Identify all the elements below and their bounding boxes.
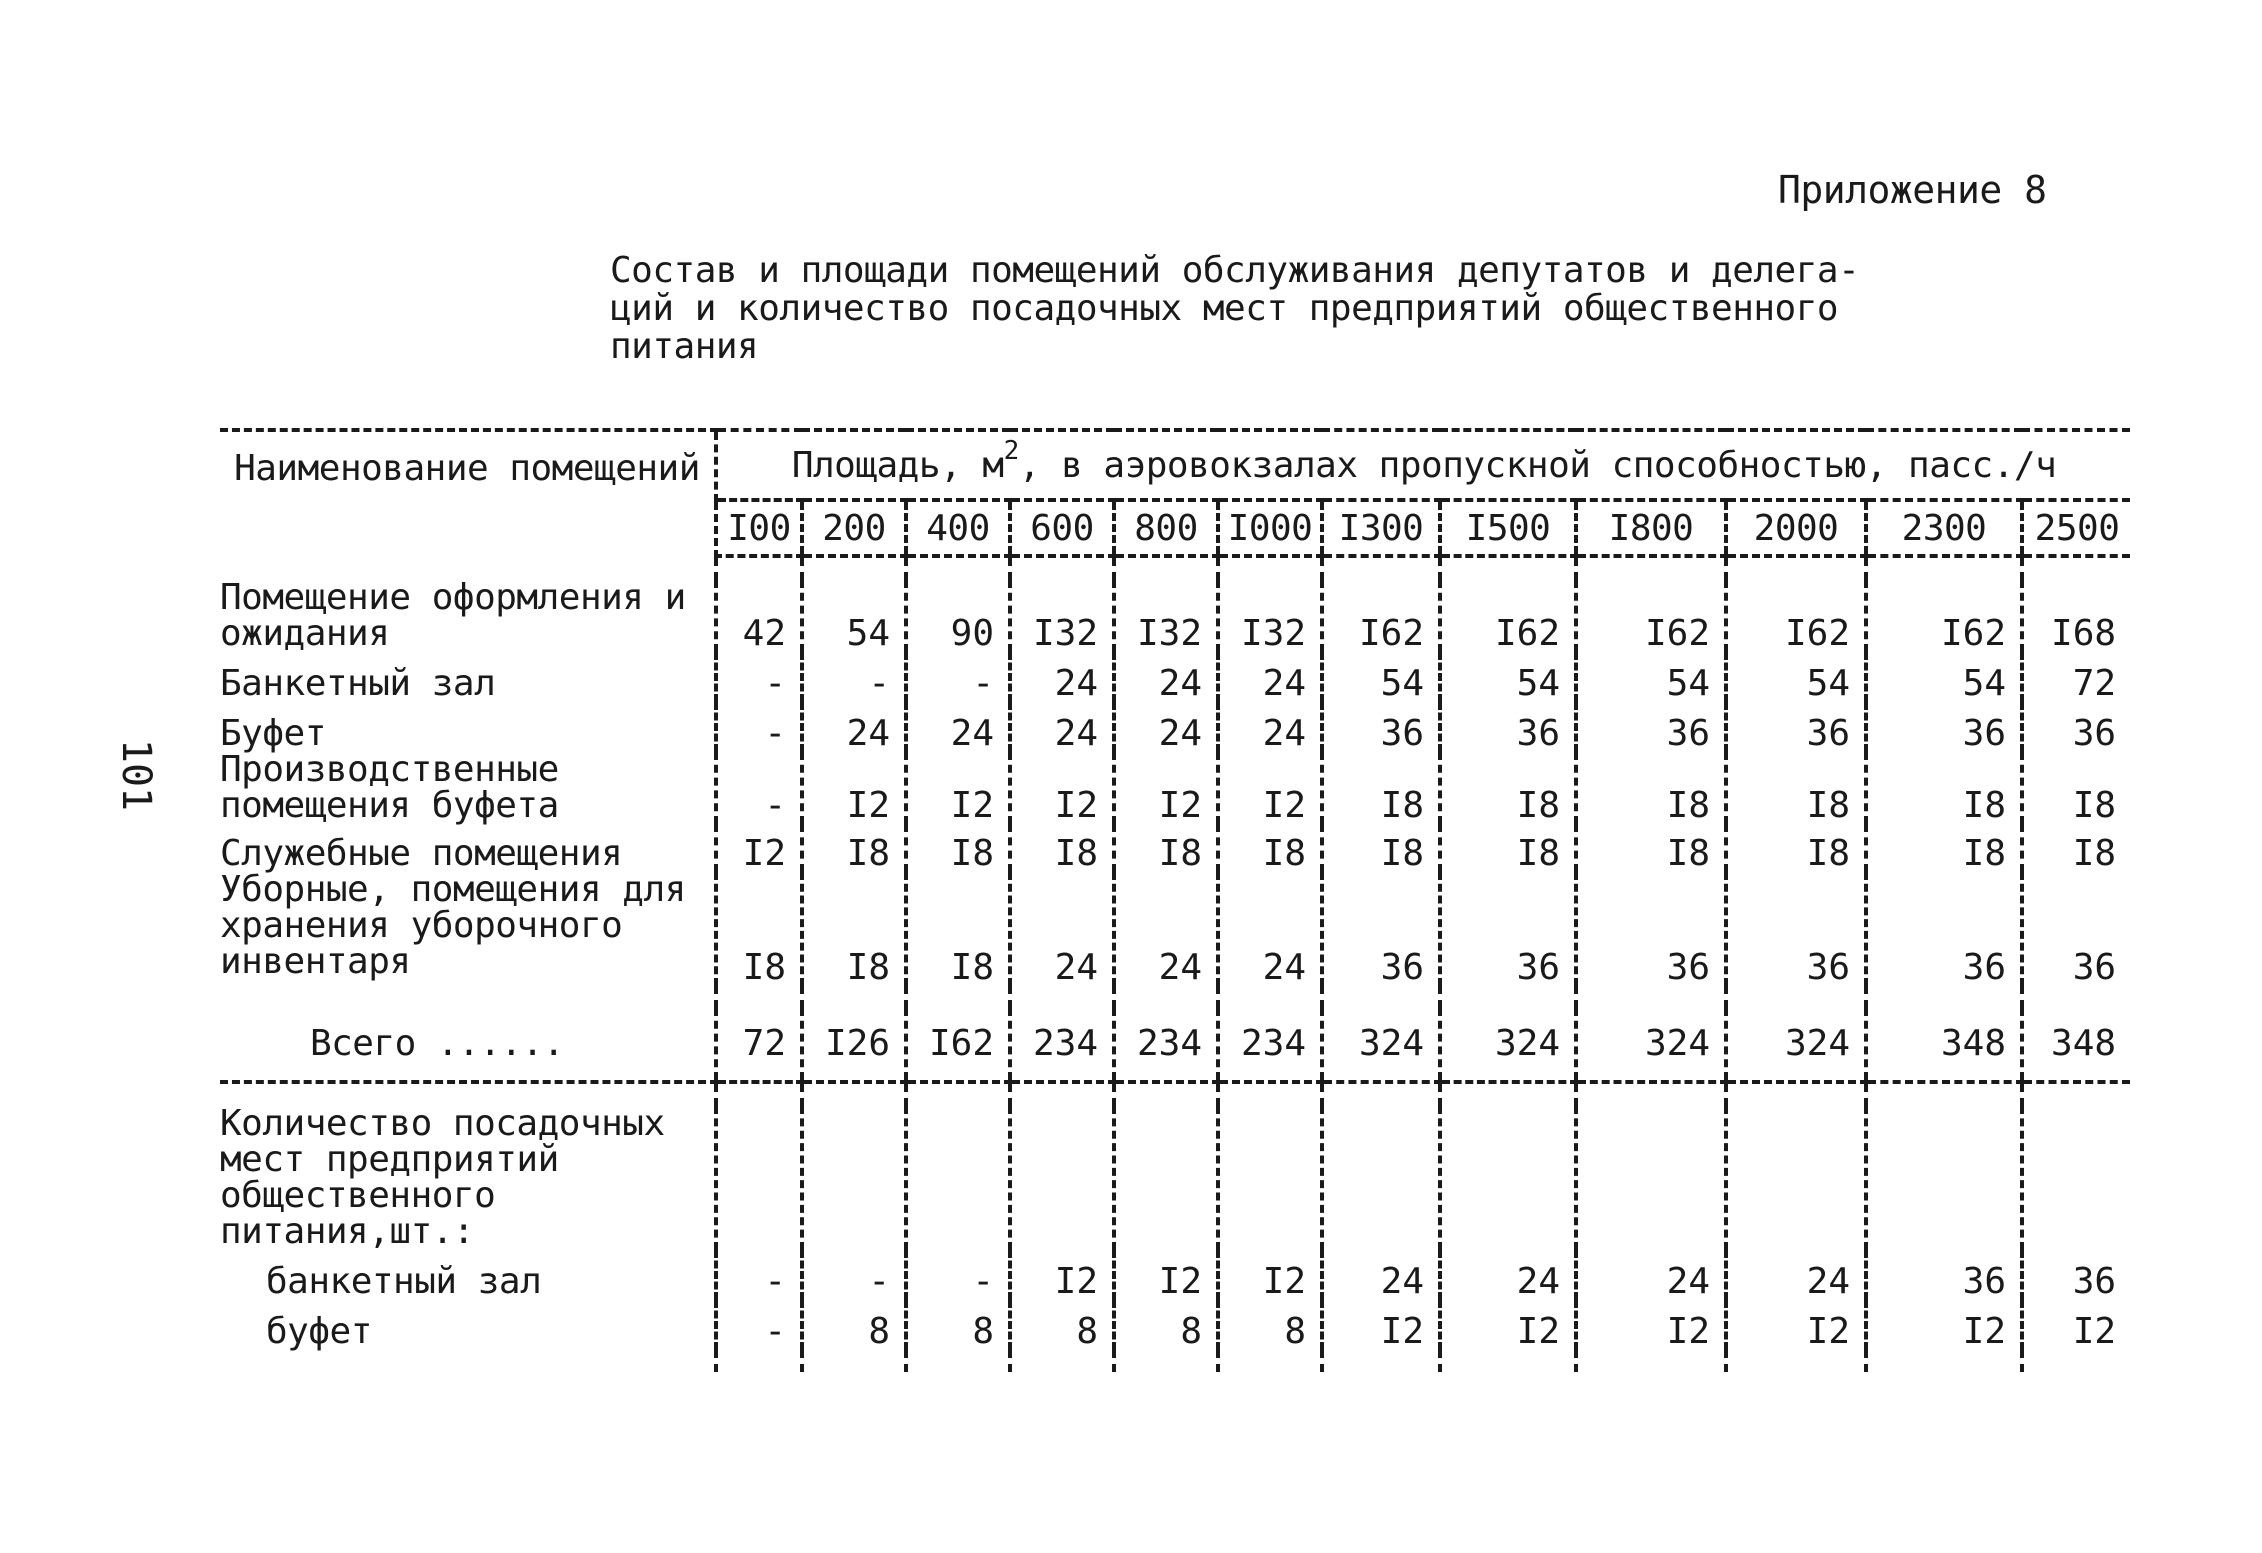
table-cell: 36 <box>1322 702 1440 752</box>
table-cell <box>1010 1106 1114 1250</box>
table-cell <box>906 1082 1010 1106</box>
table-cell: I8 <box>1576 752 1726 824</box>
table-cell: - <box>716 1250 802 1300</box>
table-cell <box>802 1106 906 1250</box>
table-cell: I68 <box>2022 580 2130 652</box>
table-cell: I8 <box>802 872 906 986</box>
table-cell: 36 <box>1440 702 1576 752</box>
table-cell: I2 <box>1218 1250 1322 1300</box>
table-cell: 24 <box>1576 1250 1726 1300</box>
row-label: Количество посадочных мест предприятий общественного питания,шт.: <box>220 1103 665 1252</box>
table-cell <box>716 986 802 1008</box>
table-cell <box>1440 1082 1576 1106</box>
table-cell: I8 <box>1866 752 2022 824</box>
table-cell: I8 <box>716 872 802 986</box>
table-cell <box>1726 1082 1866 1106</box>
table-cell: - <box>906 652 1010 702</box>
table-cell: 36 <box>1322 872 1440 986</box>
table-cell <box>1010 556 1114 580</box>
table-cell <box>1440 556 1576 580</box>
table-cell: I8 <box>1866 824 2022 872</box>
table-cell: I8 <box>1322 824 1440 872</box>
table-cell: - <box>906 1250 1010 1300</box>
table-cell: I8 <box>1218 824 1322 872</box>
table-cell: 24 <box>906 702 1010 752</box>
table-cell: 234 <box>1114 1008 1218 1082</box>
table-cell: I2 <box>2022 1300 2130 1350</box>
row-label: Помещение оформления и ожидания <box>220 577 686 654</box>
page-number: 101 <box>113 738 159 812</box>
table-cell: - <box>802 652 906 702</box>
capacity-header: 600 <box>1010 500 1114 556</box>
table-cell: 42 <box>716 580 802 652</box>
capacity-header: 200 <box>802 500 906 556</box>
table-cell: I62 <box>1866 580 2022 652</box>
table-cell <box>716 1350 802 1372</box>
table-cell: 36 <box>1576 702 1726 752</box>
table-cell: 348 <box>2022 1008 2130 1082</box>
table-row <box>220 824 2130 872</box>
table-cell <box>906 556 1010 580</box>
total-row <box>220 1008 2130 1082</box>
table-cell <box>802 556 906 580</box>
table-cell: 24 <box>1218 652 1322 702</box>
table-cell: 234 <box>1010 1008 1114 1082</box>
table-cell <box>1218 1082 1322 1106</box>
table-cell: 54 <box>1866 652 2022 702</box>
table-cell: I2 <box>1010 752 1114 824</box>
table-cell: I62 <box>1440 580 1576 652</box>
table-cell: - <box>716 1300 802 1350</box>
table-cell <box>2022 1082 2130 1106</box>
table-cell <box>1218 556 1322 580</box>
table-cell <box>2022 1106 2130 1250</box>
spacer-row <box>220 1350 2130 1372</box>
table-cell: I8 <box>1322 752 1440 824</box>
table-cell: 324 <box>1576 1008 1726 1082</box>
table-cell <box>1576 556 1726 580</box>
table-cell: I62 <box>1726 580 1866 652</box>
table-cell: 324 <box>1726 1008 1866 1082</box>
table-cell: I2 <box>1726 1300 1866 1350</box>
table-cell: 36 <box>1726 702 1866 752</box>
table-cell: I2 <box>1218 752 1322 824</box>
area-header: Площадь, $м^2$, в аэровокзалах пропускной способностью, пасс./ч <box>716 430 2130 500</box>
table-cell: I2 <box>1440 1300 1576 1350</box>
table-cell <box>2022 556 2130 580</box>
table-cell: I8 <box>1726 752 1866 824</box>
table-row <box>220 580 2130 652</box>
table-cell: I8 <box>802 824 906 872</box>
table-cell: 36 <box>1866 1250 2022 1300</box>
appendix-label: Приложение 8 <box>1778 168 2047 212</box>
table-cell: I2 <box>1114 1250 1218 1300</box>
table-cell: I8 <box>1726 824 1866 872</box>
table-row <box>220 702 2130 752</box>
table-cell: 36 <box>2022 702 2130 752</box>
table-cell: I2 <box>716 824 802 872</box>
table-cell: 24 <box>1218 872 1322 986</box>
table-cell <box>1322 556 1440 580</box>
table-row <box>220 652 2130 702</box>
table-cell: I8 <box>1114 824 1218 872</box>
table-cell: 8 <box>1010 1300 1114 1350</box>
table-cell: 36 <box>2022 1250 2130 1300</box>
table-cell <box>906 1106 1010 1250</box>
table-cell: I32 <box>1218 580 1322 652</box>
table-cell <box>1322 1350 1440 1372</box>
table-cell <box>1114 986 1218 1008</box>
title-line: питания <box>610 326 759 367</box>
table-cell <box>1322 1106 1440 1250</box>
row-label: Уборные, помещения для хранения уборочного инвентаря <box>220 869 686 982</box>
table-cell: I2 <box>1866 1300 2022 1350</box>
table-cell: 24 <box>1726 1250 1866 1300</box>
table-cell <box>802 986 906 1008</box>
table-cell: I2 <box>1576 1300 1726 1350</box>
table-cell: 24 <box>1010 702 1114 752</box>
table-cell: 24 <box>1218 702 1322 752</box>
row-label: Банкетный зал <box>220 663 496 704</box>
table-cell: 24 <box>1010 872 1114 986</box>
table-cell: I8 <box>2022 824 2130 872</box>
capacity-header: 400 <box>906 500 1010 556</box>
table-cell <box>1440 986 1576 1008</box>
table-cell <box>1114 1350 1218 1372</box>
table-cell: 36 <box>1866 872 2022 986</box>
title-line: Состав и площади помещений обслуживания депутатов и делега- <box>610 250 1860 291</box>
capacity-header: I800 <box>1576 500 1726 556</box>
table-cell <box>802 1350 906 1372</box>
table-cell: I2 <box>1322 1300 1440 1350</box>
table-cell: 8 <box>1114 1300 1218 1350</box>
table-cell: 8 <box>1218 1300 1322 1350</box>
table-cell: I8 <box>1440 752 1576 824</box>
table-cell <box>1576 986 1726 1008</box>
table-cell: I8 <box>906 824 1010 872</box>
table-cell: 54 <box>1726 652 1866 702</box>
table-cell <box>1322 1082 1440 1106</box>
table-cell <box>906 986 1010 1008</box>
table-cell: I8 <box>1576 824 1726 872</box>
table-cell <box>1866 1106 2022 1250</box>
capacity-header: 2300 <box>1866 500 2022 556</box>
row-label: буфет <box>266 1311 372 1352</box>
row-label <box>220 986 716 1008</box>
table-cell: 36 <box>1726 872 1866 986</box>
table-cell: I8 <box>1440 824 1576 872</box>
table-cell: I62 <box>906 1008 1010 1082</box>
table-cell: 324 <box>1440 1008 1576 1082</box>
table-cell: I62 <box>1322 580 1440 652</box>
table-cell <box>1218 986 1322 1008</box>
table-cell <box>1440 1350 1576 1372</box>
table-cell: 36 <box>1576 872 1726 986</box>
capacity-header: I000 <box>1218 500 1322 556</box>
spacer-row <box>220 986 2130 1008</box>
table-cell: I8 <box>906 872 1010 986</box>
row-label: банкетный зал <box>266 1261 542 1302</box>
table-cell: I62 <box>1576 580 1726 652</box>
capacity-header: 800 <box>1114 500 1218 556</box>
capacity-header: I500 <box>1440 500 1576 556</box>
table-cell: 234 <box>1218 1008 1322 1082</box>
table-cell: 24 <box>1114 652 1218 702</box>
table-cell: 54 <box>1440 652 1576 702</box>
table-cell: 36 <box>2022 872 2130 986</box>
table-cell: 8 <box>906 1300 1010 1350</box>
table-row <box>220 752 2130 824</box>
rooms-table <box>220 428 2130 1372</box>
table-cell: I26 <box>802 1008 906 1082</box>
table-cell <box>716 1106 802 1250</box>
table-cell <box>1114 556 1218 580</box>
table-cell <box>716 556 802 580</box>
table-cell: - <box>716 702 802 752</box>
table-cell <box>1866 556 2022 580</box>
capacity-header: I00 <box>716 500 802 556</box>
table-cell <box>1010 986 1114 1008</box>
table-cell <box>1726 1106 1866 1250</box>
seats-header-row <box>220 1106 2130 1250</box>
table-cell <box>1114 1106 1218 1250</box>
table-cell: - <box>802 1250 906 1300</box>
table-cell <box>1440 1106 1576 1250</box>
table-cell: I2 <box>802 752 906 824</box>
table-cell: I2 <box>906 752 1010 824</box>
table-cell <box>1576 1106 1726 1250</box>
table-row <box>220 1250 2130 1300</box>
table-cell <box>1576 1350 1726 1372</box>
table-cell: 36 <box>1866 702 2022 752</box>
table-cell <box>1114 1082 1218 1106</box>
table-cell <box>1726 556 1866 580</box>
table-cell: I8 <box>1010 824 1114 872</box>
table-cell: 24 <box>1114 872 1218 986</box>
row-label: Всего ...... <box>220 1008 716 1082</box>
capacity-header: 2000 <box>1726 500 1866 556</box>
table-cell: 90 <box>906 580 1010 652</box>
table-cell: I2 <box>1114 752 1218 824</box>
capacity-header: 2500 <box>2022 500 2130 556</box>
table-cell <box>716 1082 802 1106</box>
table-cell: 324 <box>1322 1008 1440 1082</box>
table-cell: 54 <box>1576 652 1726 702</box>
table-cell: 24 <box>1322 1250 1440 1300</box>
table-cell <box>1218 1350 1322 1372</box>
row-label <box>220 1350 716 1372</box>
table-cell <box>1726 1350 1866 1372</box>
table-cell <box>1010 1082 1114 1106</box>
table-cell: - <box>716 652 802 702</box>
table-cell: 54 <box>802 580 906 652</box>
row-label: Производственные помещения буфета <box>220 749 559 826</box>
table-cell: 36 <box>1440 872 1576 986</box>
table-cell: I32 <box>1114 580 1218 652</box>
capacity-header: I300 <box>1322 500 1440 556</box>
table-cell: 24 <box>1440 1250 1576 1300</box>
table-cell: 72 <box>716 1008 802 1082</box>
table-cell <box>1866 1082 2022 1106</box>
table-cell: 8 <box>802 1300 906 1350</box>
table-cell: - <box>716 752 802 824</box>
table-cell <box>1576 1082 1726 1106</box>
table-cell <box>1010 1350 1114 1372</box>
table-row <box>220 1300 2130 1350</box>
table-cell <box>906 1350 1010 1372</box>
table-cell <box>1218 1106 1322 1250</box>
table-cell: 24 <box>1010 652 1114 702</box>
table-cell: 72 <box>2022 652 2130 702</box>
table-cell <box>802 1082 906 1106</box>
table-cell <box>2022 986 2130 1008</box>
table-cell: 24 <box>1114 702 1218 752</box>
row-label: Буфет <box>220 713 326 754</box>
table-row <box>220 872 2130 986</box>
document-title <box>610 252 1910 366</box>
table-cell <box>1726 986 1866 1008</box>
table-cell: 54 <box>1322 652 1440 702</box>
table-cell: I8 <box>2022 752 2130 824</box>
table-cell <box>1866 1350 2022 1372</box>
table-cell <box>1322 986 1440 1008</box>
title-line: ций и количество посадочных мест предприятий общественного <box>610 288 1839 329</box>
table-cell <box>1866 986 2022 1008</box>
table-cell: I32 <box>1010 580 1114 652</box>
name-column-header: Наименование помещений <box>220 430 716 556</box>
table-body <box>220 556 2130 1372</box>
table-cell: 348 <box>1866 1008 2022 1082</box>
table-cell <box>2022 1350 2130 1372</box>
table-cell: 24 <box>802 702 906 752</box>
row-label: Служебные помещения <box>220 833 623 874</box>
table-cell: I2 <box>1010 1250 1114 1300</box>
